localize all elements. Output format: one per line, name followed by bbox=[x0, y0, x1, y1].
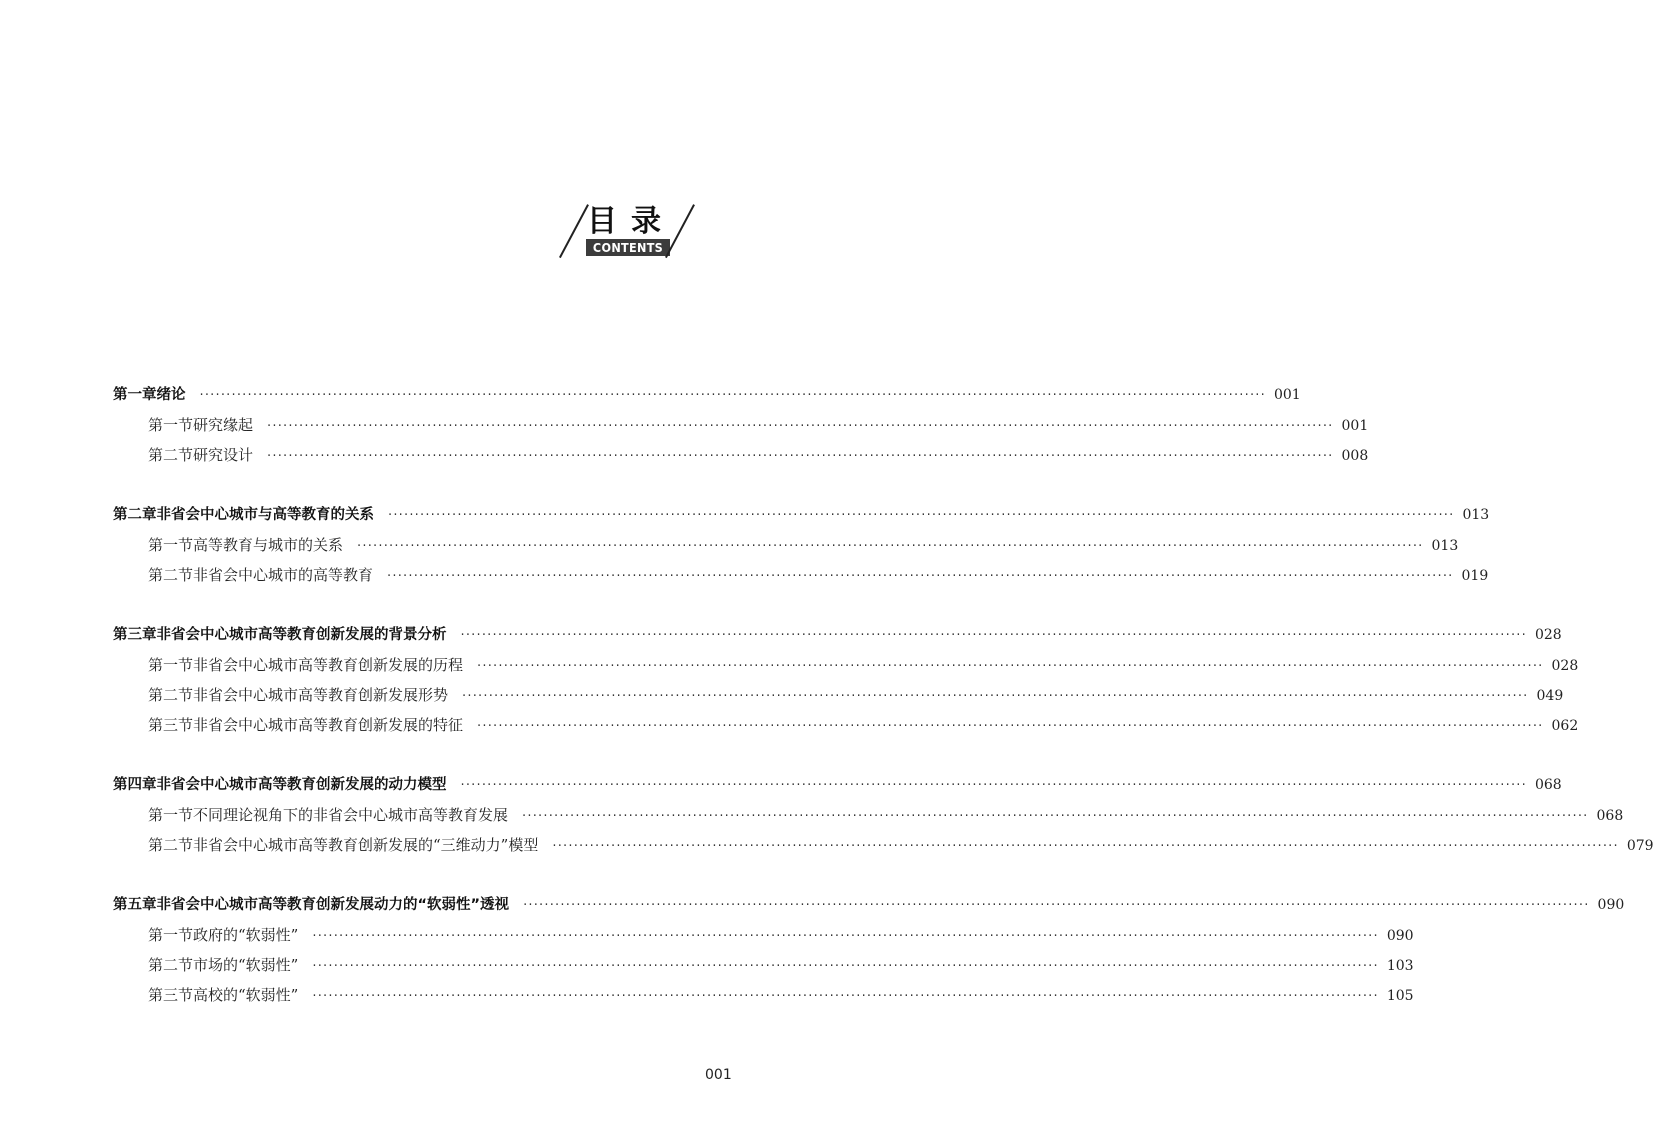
section-number: 第二节 bbox=[148, 566, 194, 584]
section-title: 高校的“软弱性” bbox=[193, 986, 299, 1004]
chapter-group bbox=[113, 890, 1625, 1010]
chapter-group bbox=[113, 770, 1654, 860]
section-entry[interactable] bbox=[113, 980, 1414, 1010]
dot-leader: ········································································································································································································ bbox=[460, 628, 1527, 643]
dot-leader: ········································································································································································································ bbox=[460, 778, 1527, 793]
chapter-number: 第四章 bbox=[113, 777, 157, 793]
chapter-group bbox=[113, 500, 1490, 590]
page-ref: 068 bbox=[1596, 808, 1624, 824]
dot-leader: ········································································································································································································ bbox=[477, 719, 1544, 734]
section-title: 政府的“软弱性” bbox=[193, 926, 299, 944]
page-ref: 001 bbox=[1273, 387, 1301, 403]
chapter-number: 第二章 bbox=[113, 507, 157, 523]
chapter-title: 绪论 bbox=[156, 387, 186, 403]
section-number: 第二节 bbox=[148, 836, 194, 854]
section-entry[interactable] bbox=[113, 800, 1624, 830]
chapter-title: 非省会中心城市高等教育创新发展的动力模型 bbox=[156, 777, 447, 793]
dot-leader: ········································································································································································································ bbox=[388, 508, 1455, 523]
page-ref: 079 bbox=[1626, 838, 1654, 854]
dot-leader: ········································································································································································································ bbox=[552, 839, 1619, 854]
section-entry[interactable] bbox=[113, 410, 1369, 440]
page-ref: 068 bbox=[1534, 777, 1562, 793]
section-number: 第二节 bbox=[148, 686, 194, 704]
dot-leader: ········································································································································································································ bbox=[357, 539, 1424, 554]
chapter-entry[interactable] bbox=[113, 380, 1301, 410]
section-number: 第二节 bbox=[148, 956, 194, 974]
section-entry[interactable] bbox=[113, 560, 1489, 590]
section-entry[interactable] bbox=[113, 830, 1654, 860]
section-title: 非省会中心城市高等教育创新发展的特征 bbox=[193, 716, 464, 734]
contents-header bbox=[555, 200, 705, 262]
section-number: 第一节 bbox=[148, 416, 194, 434]
chapter-number: 第三章 bbox=[113, 627, 157, 643]
chapter-entry[interactable] bbox=[113, 500, 1490, 530]
section-title: 高等教育与城市的关系 bbox=[193, 536, 344, 554]
section-entry[interactable] bbox=[113, 950, 1414, 980]
chapter-number: 第一章 bbox=[113, 387, 157, 403]
page-ref: 001 bbox=[1341, 418, 1369, 434]
dot-leader: ········································································································································································································ bbox=[387, 569, 1454, 584]
section-number: 第二节 bbox=[148, 446, 194, 464]
page-ref: 013 bbox=[1431, 538, 1459, 554]
section-entry[interactable] bbox=[113, 530, 1459, 560]
page-ref: 049 bbox=[1536, 688, 1564, 704]
chapter-entry[interactable] bbox=[113, 770, 1562, 800]
dot-leader: ········································································································································································································ bbox=[267, 419, 1334, 434]
section-title: 非省会中心城市高等教育创新发展形势 bbox=[193, 686, 449, 704]
section-entry[interactable] bbox=[113, 650, 1579, 680]
section-title: 非省会中心城市的高等教育 bbox=[193, 566, 374, 584]
dot-leader: ········································································································································································································ bbox=[522, 809, 1589, 824]
page-ref: 028 bbox=[1551, 658, 1579, 674]
section-number: 第一节 bbox=[148, 656, 194, 674]
section-entry[interactable] bbox=[113, 710, 1579, 740]
page-ref: 103 bbox=[1386, 958, 1414, 974]
section-number: 第一节 bbox=[148, 806, 194, 824]
page-ref: 013 bbox=[1462, 507, 1490, 523]
chapter-title: 非省会中心城市高等教育创新发展动力的“软弱性”透视 bbox=[156, 897, 510, 913]
section-title: 研究设计 bbox=[193, 446, 254, 464]
table-of-contents bbox=[113, 380, 1654, 1040]
chapter-group bbox=[113, 380, 1369, 470]
section-entry[interactable] bbox=[113, 920, 1414, 950]
page-ref: 090 bbox=[1386, 928, 1414, 944]
page-number: 001 bbox=[705, 1067, 732, 1083]
page-ref: 028 bbox=[1534, 627, 1562, 643]
section-title: 市场的“软弱性” bbox=[193, 956, 299, 974]
section-title: 非省会中心城市高等教育创新发展的“三维动力”模型 bbox=[193, 836, 539, 854]
section-title: 非省会中心城市高等教育创新发展的历程 bbox=[193, 656, 464, 674]
chapter-entry[interactable] bbox=[113, 620, 1562, 650]
dot-leader: ········································································································································································································ bbox=[199, 388, 1266, 403]
dot-leader: ········································································································································································································ bbox=[312, 959, 1379, 974]
chapter-title: 非省会中心城市与高等教育的关系 bbox=[156, 507, 374, 523]
page-ref: 019 bbox=[1461, 568, 1489, 584]
dot-leader: ········································································································································································································ bbox=[312, 929, 1379, 944]
dot-leader: ········································································································································································································ bbox=[477, 659, 1544, 674]
chapter-entry[interactable] bbox=[113, 890, 1625, 920]
dot-leader: ········································································································································································································ bbox=[312, 989, 1379, 1004]
section-number: 第三节 bbox=[148, 986, 194, 1004]
dot-leader: ········································································································································································································ bbox=[462, 689, 1529, 704]
section-entry[interactable] bbox=[113, 680, 1564, 710]
chapter-title: 非省会中心城市高等教育创新发展的背景分析 bbox=[156, 627, 447, 643]
chapter-group bbox=[113, 620, 1579, 740]
chapter-number: 第五章 bbox=[113, 897, 157, 913]
section-title: 不同理论视角下的非省会中心城市高等教育发展 bbox=[193, 806, 509, 824]
page-ref: 062 bbox=[1551, 718, 1579, 734]
section-number: 第一节 bbox=[148, 536, 194, 554]
page-ref: 008 bbox=[1341, 448, 1369, 464]
dot-leader: ········································································································································································································ bbox=[523, 898, 1590, 913]
section-entry[interactable] bbox=[113, 440, 1369, 470]
page-ref: 105 bbox=[1386, 988, 1414, 1004]
section-number: 第一节 bbox=[148, 926, 194, 944]
contents-label: CONTENTS bbox=[586, 239, 670, 256]
section-title: 研究缘起 bbox=[193, 416, 254, 434]
dot-leader: ········································································································································································································ bbox=[267, 449, 1334, 464]
page-title: 目录 bbox=[587, 204, 675, 239]
page-ref: 090 bbox=[1597, 897, 1625, 913]
section-number: 第三节 bbox=[148, 716, 194, 734]
